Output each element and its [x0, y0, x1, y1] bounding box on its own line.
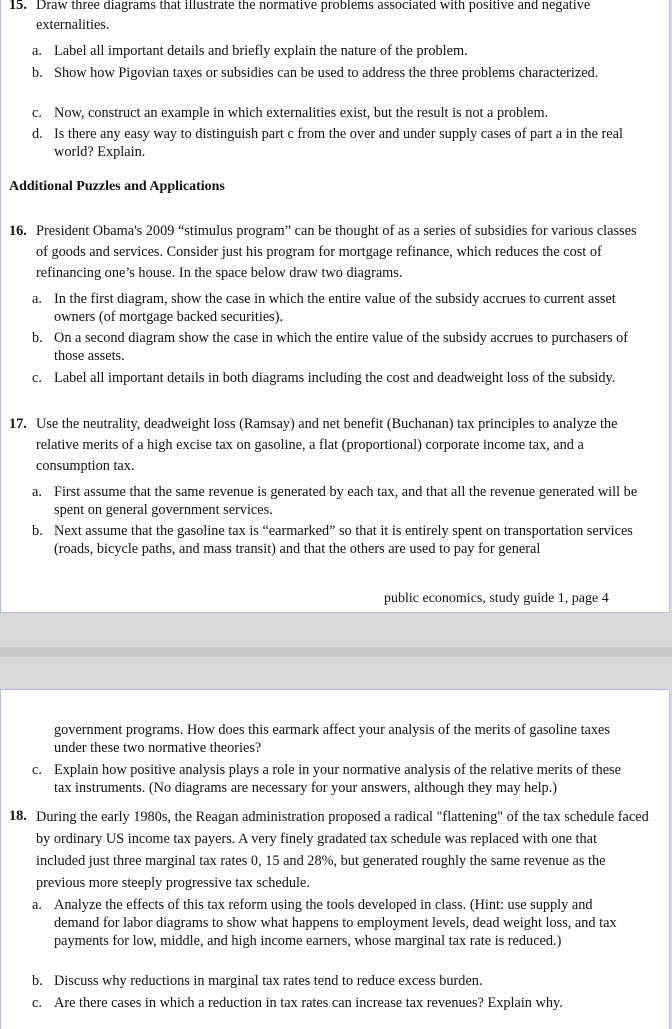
question-text: During the early 1980s, the Reagan administration proposed a radical "flattening" of the tax schedule faced by ordinary US income tax payers. A very finely gradated tax schedule was replaced with one that included just three marginal tax rates 0, 15 and 28%, but generated roughly the same revenue as the previous more steeply progressive tax schedule.	[36, 809, 649, 891]
item-text: Show how Pigovian taxes or subsidies can be used to address the three problems characterized.	[54, 65, 599, 81]
item-label: b.	[32, 65, 43, 81]
item-label: a.	[32, 897, 42, 913]
item-label: d.	[32, 126, 43, 142]
item-text: Now, construct an example in which externalities exist, but the result is not a problem.	[54, 105, 549, 121]
question-17-item-b	[32, 522, 641, 558]
question-15-item-d	[32, 125, 641, 161]
item-label: c.	[32, 995, 42, 1011]
question-number: 18.	[9, 808, 27, 824]
question-17	[9, 414, 649, 477]
question-17-item-a	[32, 483, 641, 519]
question-number: 16.	[9, 223, 27, 239]
item-text: Label all important details in both diagrams including the cost and deadweight loss of the subsidy.	[54, 370, 616, 386]
question-number: 17.	[9, 416, 27, 432]
section-heading: Additional Puzzles and Applications	[9, 179, 225, 194]
item-text: First assume that the same revenue is generated by each tax, and that all the revenue generated will be spent on general government services.	[54, 484, 638, 518]
question-15-item-b	[32, 64, 641, 82]
item-text: Explain how positive analysis plays a role in your normative analysis of the relative merits of these tax instruments. (No diagrams are necessary for your answers, although they may help.)	[54, 762, 621, 796]
item-label: a.	[32, 291, 42, 307]
item-text: On a second diagram show the case in which the entire value of the subsidy accrues to purchasers of those assets.	[54, 330, 629, 364]
item-label: b.	[32, 330, 43, 346]
item-label: b.	[32, 973, 43, 989]
item-text: Analyze the effects of this tax reform using the tools developed in class. (Hint: use supply and demand for labor diagrams to show what happens to employment levels, dead weight loss, and tax payments for low, middle, and high income earners, whose marginal tax rate is reduced.)	[54, 897, 617, 949]
question-text: President Obama's 2009 “stimulus program” can be thought of as a series of subsidies for various classes of goods and services. Consider just his program for mortgage refinance, which reduces the cost of refinancing one’s house. In the space below draw two diagrams.	[36, 223, 637, 281]
item-text: Are there cases in which a reduction in tax rates can increase tax revenues? Explain why.	[54, 995, 563, 1011]
item-text: Label all important details and briefly explain the nature of the problem.	[54, 43, 468, 59]
question-17-item-c	[32, 761, 641, 797]
question-15-item-a	[32, 42, 641, 60]
question-16-item-c	[32, 369, 641, 387]
question-17-item-b-continued: government programs. How does this earmark affect your analysis of the merits of gasoline taxes under these two normative theories?	[54, 722, 610, 756]
question-18-item-c	[32, 994, 641, 1012]
item-label: c.	[32, 105, 42, 121]
question-16	[9, 221, 649, 284]
question-18-item-a	[32, 896, 641, 950]
question-15	[9, 0, 649, 35]
question-15-item-c	[32, 104, 641, 122]
question-18	[9, 806, 649, 894]
question-18-item-b	[32, 972, 641, 990]
question-16-item-b	[32, 329, 641, 365]
item-label: c.	[32, 370, 42, 386]
item-label: c.	[32, 762, 42, 778]
item-label: a.	[32, 43, 42, 59]
item-label: b.	[32, 523, 43, 539]
item-label: a.	[32, 484, 42, 500]
page-separator	[0, 647, 672, 657]
question-16-item-a	[32, 290, 641, 326]
item-text: Next assume that the gasoline tax is “earmarked” so that it is entirely spent on transportation services (roads, bicycle paths, and mass transit) and that the others are used to pay for general	[54, 523, 633, 557]
question-number: 15.	[9, 0, 27, 13]
item-text: Is there any easy way to distinguish part c from the over and under supply cases of part a in the real world? Explain.	[54, 126, 623, 160]
question-text: Use the neutrality, deadweight loss (Ramsay) and net benefit (Buchanan) tax principles to analyze the relative merits of a high excise tax on gasoline, a flat (proportional) corporate income tax, and a consumption tax.	[36, 416, 618, 474]
item-text: In the first diagram, show the case in which the entire value of the subsidy accrues to current asset owners (of mortgage backed securities).	[54, 291, 616, 325]
item-text: Discuss why reductions in marginal tax rates tend to reduce excess burden.	[54, 973, 483, 989]
question-text: Draw three diagrams that illustrate the normative problems associated with positive and negative externalities.	[36, 0, 591, 33]
page-footer: public economics, study guide 1, page 4	[384, 591, 609, 606]
